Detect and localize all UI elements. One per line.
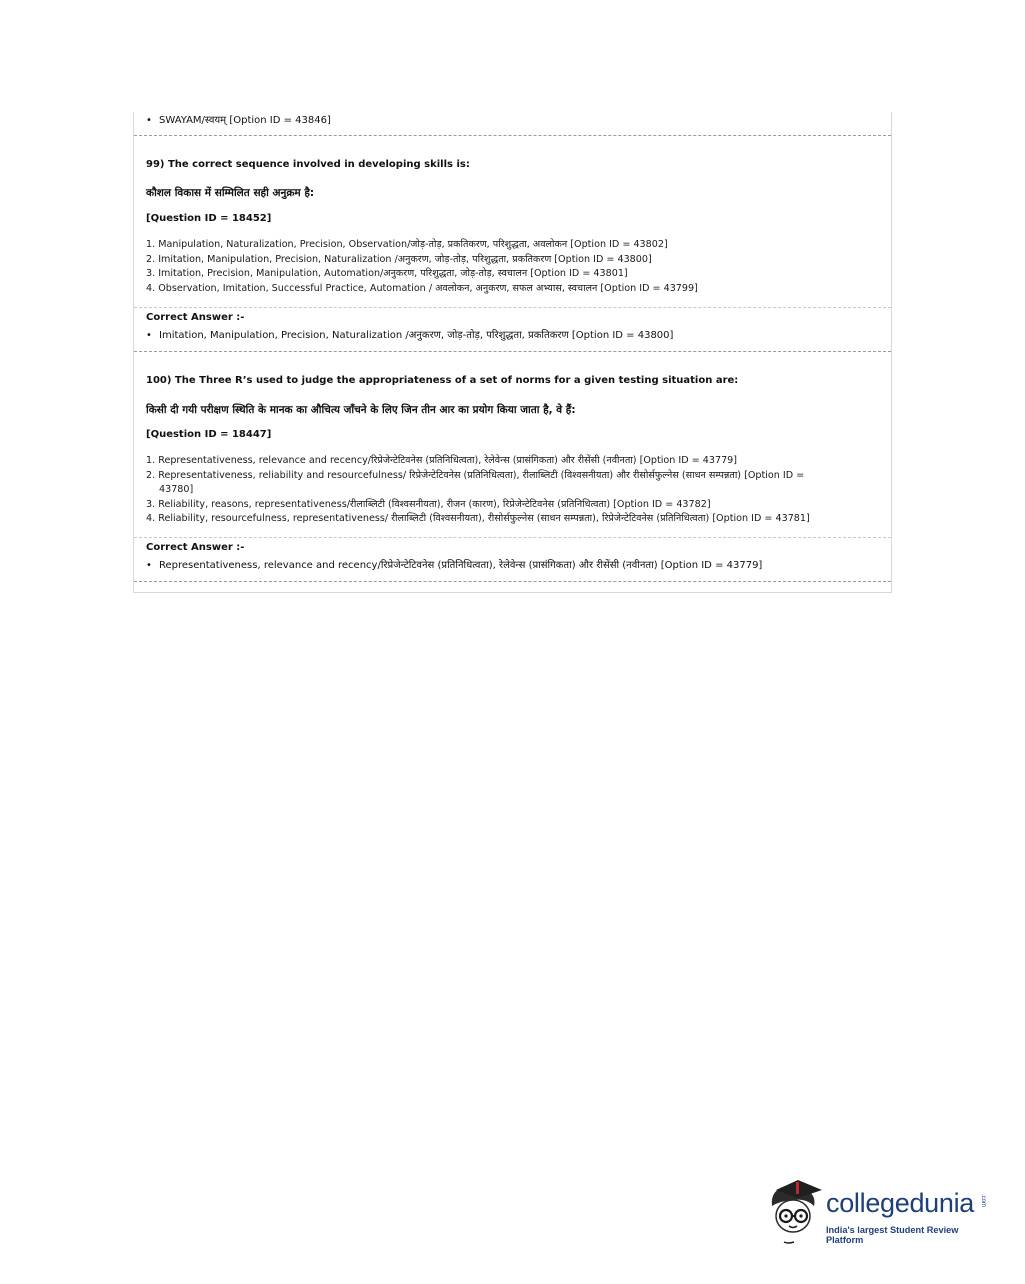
bullet: • — [146, 560, 152, 571]
separator — [134, 351, 891, 352]
question-99-option-2: 2. Imitation, Manipulation, Precision, Naturalization /अनुकरण, जोड़-तोड़, परिशुद्धता, प्रकतिकरण [Option ID = 43800] — [146, 253, 652, 265]
collegedunia-logo — [766, 1176, 996, 1246]
question-99-id: [Question ID = 18452] — [146, 213, 272, 224]
question-100-id: [Question ID = 18447] — [146, 429, 272, 440]
question-99-correct-answer: • Imitation, Manipulation, Precision, Naturalization /अनुकरण, जोड़-तोड़, परिशुद्धता, प्रकतिकरण [Option ID = 43800] — [146, 330, 674, 341]
question-99-option-3: 3. Imitation, Precision, Manipulation, Automation/अनुकरण, परिशुद्धता, जोड़-तोड़, स्वचालन [Option ID = 43801] — [146, 268, 628, 279]
question-99-heading: 99) The correct sequence involved in developing skills is: — [146, 159, 470, 170]
question-100-heading-hindi: किसी दी गयी परीक्षण स्थिति के मानक का औचित्य जाँचने के लिए जिन तीन आर का प्रयोग किया जाता है, वे हैं: — [146, 404, 576, 416]
separator — [134, 135, 891, 136]
question-100-option-2: 2. Representativeness, reliability and resourcefulness/ रिप्रेजेन्टेटिवनेस (प्रतिनिधित्वता), रीलाब्लिटी (विश्वसनीयता) और रीसोर्सफुल्नेस (साधन सम्पन्नता) [Option ID = 43780] — [146, 469, 805, 495]
logo-tagline: India's largest Student Review Platform — [826, 1225, 959, 1245]
question-sheet — [133, 112, 892, 593]
question-100-option-3: 3. Reliability, reasons, representativeness/रीलाब्लिटी (विश्वसनीयता), रीजन (कारण), रिप्रेजेन्टेटिवनेस (प्रतिनिधित्वता) [Option ID = 43782] — [146, 498, 711, 510]
question-100-correct-label: Correct Answer :- — [146, 542, 245, 553]
question-100-option-4: 4. Reliability, resourcefulness, representativeness/ रीलाब्लिटी (विश्वसनीयता), रीसोर्सफुल्नेस (साधन सम्पन्नता), रिप्रेजेन्टेटिवनेस (प्रतिनिधित्वता) [Option ID = 43781] — [146, 513, 810, 524]
question-99-option-4: 4. Observation, Imitation, Successful Practice, Automation / अवलोकन, अनुकरण, सफल अभ्यास, स्वचालन [Option ID = 43799] — [146, 282, 698, 294]
question-100-heading: 100) The Three R’s used to judge the appropriateness of a set of norms for a given testing situation are: — [146, 375, 739, 386]
bullet: • — [146, 115, 152, 126]
question-99-heading-hindi: कौशल विकास में सम्मिलित सही अनुक्रम है: — [146, 187, 315, 199]
logo-suffix: .com — [980, 1194, 986, 1208]
mascot-icon — [766, 1176, 824, 1246]
separator — [134, 537, 891, 538]
previous-correct-answer: • SWAYAM/स्वयम् [Option ID = 43846] — [146, 115, 331, 126]
question-100-option-1: 1. Representativeness, relevance and recency/रिप्रेजेन्टेटिवनेस (प्रतिनिधित्वता), रेलेवेन्स (प्रासंगिकता) और रीसेंसी (नवीनता) [Option ID = 43779] — [146, 455, 738, 466]
separator — [134, 307, 891, 308]
bullet: • — [146, 330, 152, 341]
logo-wordmark: collegedunia — [826, 1188, 975, 1218]
question-99-correct-label: Correct Answer :- — [146, 312, 245, 323]
separator — [134, 581, 891, 582]
question-100-correct-answer: • Representativeness, relevance and recency/रिप्रेजेन्टेटिवनेस (प्रतिनिधित्वता), रेलेवेन्स (प्रासंगिकता) और रीसेंसी (नवीनता) [Option ID = 43779] — [146, 560, 763, 571]
question-99-option-1: 1. Manipulation, Naturalization, Precision, Observation/जोड़-तोड़, प्रकतिकरण, परिशुद्धता, अवलोकन [Option ID = 43802] — [146, 239, 668, 250]
